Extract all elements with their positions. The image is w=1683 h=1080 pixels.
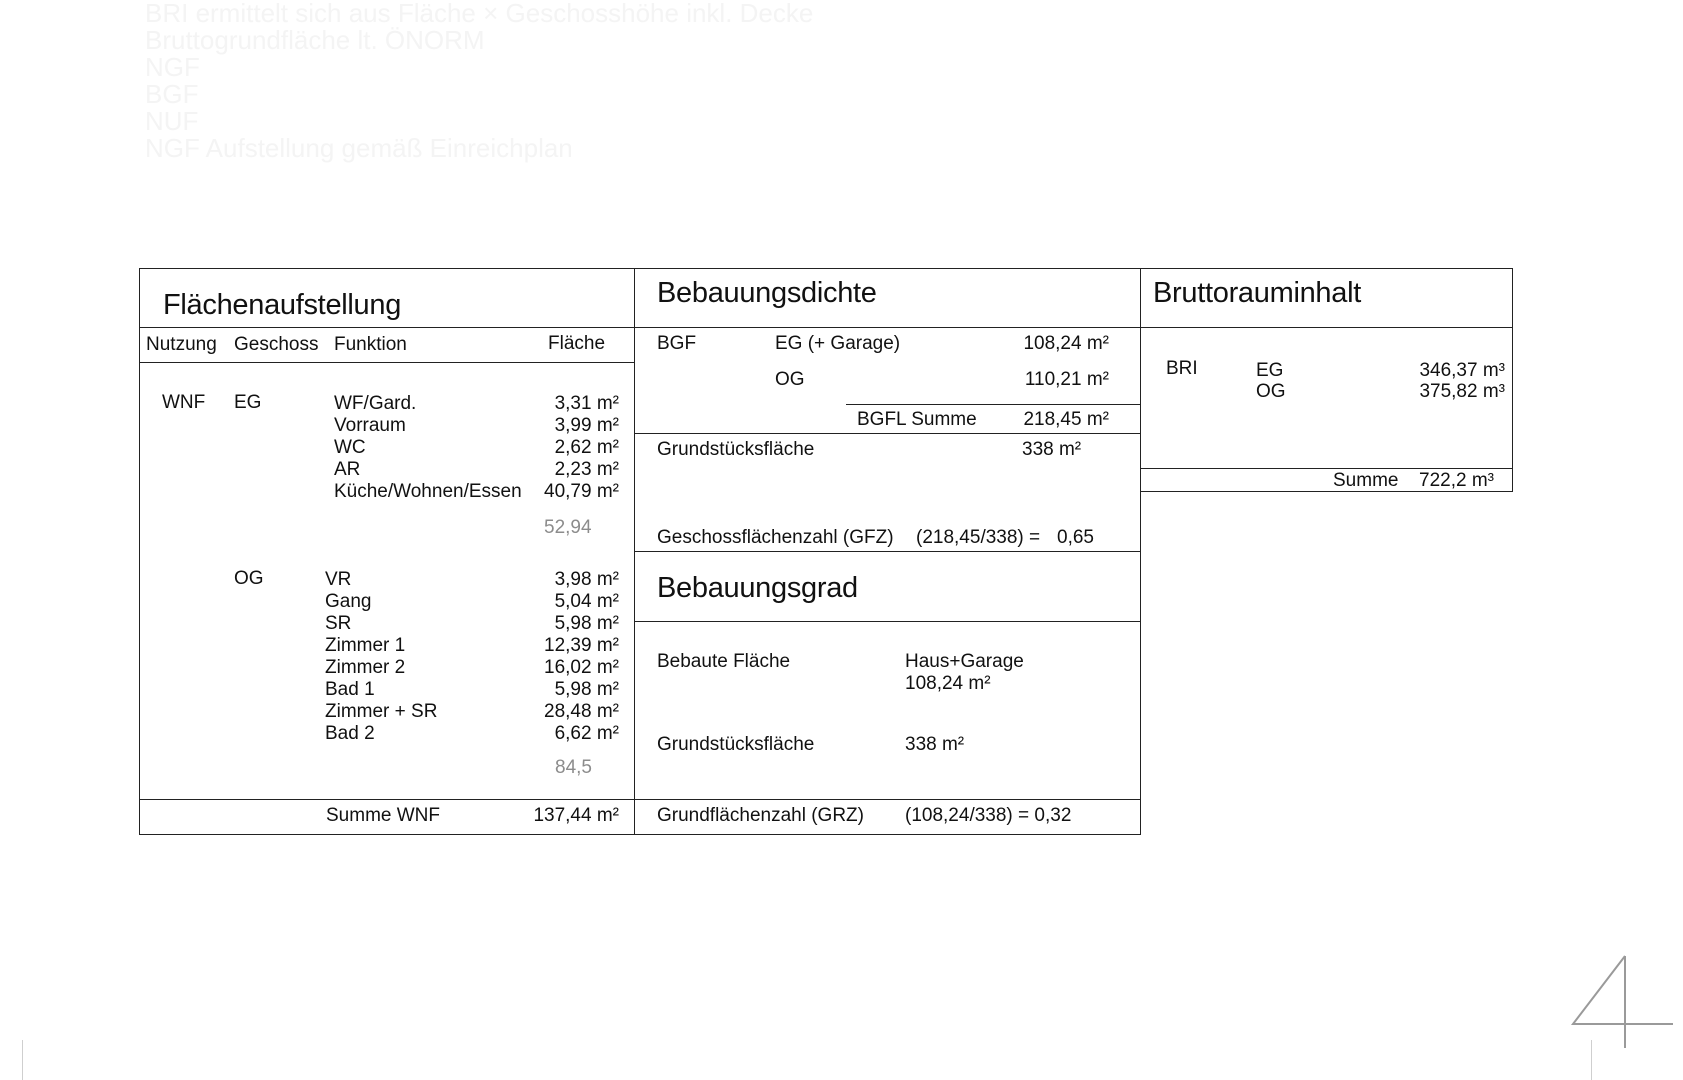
grundstueck-value-2: 338 m² bbox=[905, 734, 965, 755]
og-funktion: Bad 1 bbox=[325, 679, 375, 700]
column-header-line bbox=[139, 362, 635, 363]
eg-subtotal: 52,94 bbox=[544, 517, 592, 538]
nutzung-wnf: WNF bbox=[162, 392, 206, 413]
bgf-eg-value: 108,24 m² bbox=[1023, 333, 1109, 354]
eg-funktion: Vorraum bbox=[334, 415, 406, 436]
grz-value: (108,24/338) = 0,32 bbox=[905, 805, 1072, 826]
grundstueck-label: Grundstücksfläche bbox=[657, 439, 815, 460]
bri-og-label: OG bbox=[1256, 381, 1286, 402]
eg-funktion: AR bbox=[334, 459, 361, 480]
bgf-og-label: OG bbox=[775, 369, 805, 390]
faded-line: Bruttogrundfläche lt. ÖNORM bbox=[145, 25, 485, 55]
eg-flaeche: 3,99 m² bbox=[554, 415, 619, 436]
bebaute-flaeche-desc: Haus+Garage bbox=[905, 651, 1024, 672]
grundstueck-line bbox=[634, 433, 1141, 434]
geschoss-eg: EG bbox=[234, 392, 262, 413]
frame-left-line bbox=[139, 268, 140, 835]
eg-flaeche: 3,31 m² bbox=[554, 393, 619, 414]
page-number bbox=[1555, 950, 1675, 1055]
faded-line: NGF bbox=[145, 52, 200, 82]
frame-right-line bbox=[1512, 268, 1513, 492]
header-geschoss: Geschoss bbox=[234, 334, 319, 355]
grundstueck-value: 338 m² bbox=[1022, 439, 1082, 460]
og-flaeche: 5,04 m² bbox=[554, 591, 619, 612]
og-funktion: Zimmer 2 bbox=[325, 657, 406, 678]
grundstueck-label-2: Grundstücksfläche bbox=[657, 734, 815, 755]
og-flaeche: 5,98 m² bbox=[554, 679, 619, 700]
faded-line: NGF Aufstellung gemäß Einreichplan bbox=[145, 133, 573, 163]
gfz-label: Geschossflächenzahl (GFZ) bbox=[657, 527, 894, 548]
grz-line bbox=[634, 799, 1141, 800]
bgfl-summe-label: BGFL Summe bbox=[857, 409, 977, 430]
eg-flaeche: 2,62 m² bbox=[554, 437, 619, 458]
faded-line: BGF bbox=[145, 79, 199, 109]
bri-og-value: 375,82 m³ bbox=[1419, 381, 1505, 402]
og-funktion: Gang bbox=[325, 591, 372, 612]
bri-summe-value: 722,2 m³ bbox=[1419, 470, 1494, 491]
bebaute-flaeche-label: Bebaute Fläche bbox=[657, 651, 791, 672]
bri-summe-label: Summe bbox=[1333, 470, 1399, 491]
header-funktion: Funktion bbox=[334, 334, 407, 355]
eg-funktion: WF/Gard. bbox=[334, 393, 417, 414]
page-number-glyph bbox=[1555, 950, 1675, 1050]
og-flaeche: 5,98 m² bbox=[554, 613, 619, 634]
bebauungsgrad-title: Bebauungsgrad bbox=[657, 572, 858, 604]
title-row-line bbox=[139, 327, 1513, 328]
og-subtotal: 84,5 bbox=[555, 757, 592, 778]
og-funktion: Zimmer 1 bbox=[325, 635, 406, 656]
gfz-formula: (218,45/338) = bbox=[916, 527, 1041, 548]
bgfl-summe-line bbox=[846, 404, 1141, 405]
og-funktion: Bad 2 bbox=[325, 723, 375, 744]
header-nutzung: Nutzung bbox=[146, 334, 217, 355]
bgf-og-value: 110,21 m² bbox=[1024, 369, 1109, 390]
faded-header-text bbox=[145, 0, 1145, 170]
faded-line: BRI ermittelt sich aus Fläche × Geschosshöhe inkl. Decke bbox=[145, 0, 814, 28]
bebauungsdichte-title: Bebauungsdichte bbox=[657, 277, 877, 309]
bri-eg-label: EG bbox=[1256, 360, 1284, 381]
page-edge-left bbox=[22, 1040, 23, 1080]
flaechenaufstellung-title: Flächenaufstellung bbox=[163, 289, 402, 321]
summe-wnf-label: Summe WNF bbox=[326, 805, 440, 826]
eg-funktion: WC bbox=[334, 437, 366, 458]
bruttorauminhalt-title: Bruttorauminhalt bbox=[1153, 277, 1361, 309]
bri-label: BRI bbox=[1166, 358, 1198, 379]
og-flaeche: 3,98 m² bbox=[554, 569, 619, 590]
og-funktion: Zimmer + SR bbox=[325, 701, 438, 722]
og-funktion: VR bbox=[325, 569, 352, 590]
bgf-eg-label: EG (+ Garage) bbox=[775, 333, 901, 354]
grz-label: Grundflächenzahl (GRZ) bbox=[657, 805, 864, 826]
bebaute-flaeche-value: 108,24 m² bbox=[905, 673, 991, 694]
frame-bottom-line bbox=[139, 834, 1141, 835]
bgf-label: BGF bbox=[657, 333, 697, 354]
bebauungsgrad-top-line bbox=[634, 551, 1141, 552]
bgfl-summe-value: 218,45 m² bbox=[1023, 409, 1109, 430]
eg-funktion: Küche/Wohnen/Essen bbox=[334, 481, 522, 502]
og-flaeche: 16,02 m² bbox=[544, 657, 619, 678]
summe-wnf-value: 137,44 m² bbox=[533, 805, 619, 826]
summe-wnf-line bbox=[139, 799, 635, 800]
header-flaeche: Fläche bbox=[548, 333, 606, 354]
page-edge-right bbox=[1591, 1040, 1592, 1080]
eg-flaeche: 2,23 m² bbox=[554, 459, 619, 480]
og-flaeche: 12,39 m² bbox=[544, 635, 619, 656]
og-funktion: SR bbox=[325, 613, 352, 634]
bebauungsgrad-title-line bbox=[634, 621, 1141, 622]
gfz-value: 0,65 bbox=[1057, 527, 1094, 548]
og-flaeche: 28,48 m² bbox=[544, 701, 619, 722]
frame-top-line bbox=[139, 268, 1513, 269]
eg-flaeche: 40,79 m² bbox=[544, 481, 619, 502]
og-flaeche: 6,62 m² bbox=[554, 723, 619, 744]
bri-eg-value: 346,37 m³ bbox=[1419, 360, 1505, 381]
faded-line: NUF bbox=[145, 106, 199, 136]
geschoss-og: OG bbox=[234, 568, 264, 589]
